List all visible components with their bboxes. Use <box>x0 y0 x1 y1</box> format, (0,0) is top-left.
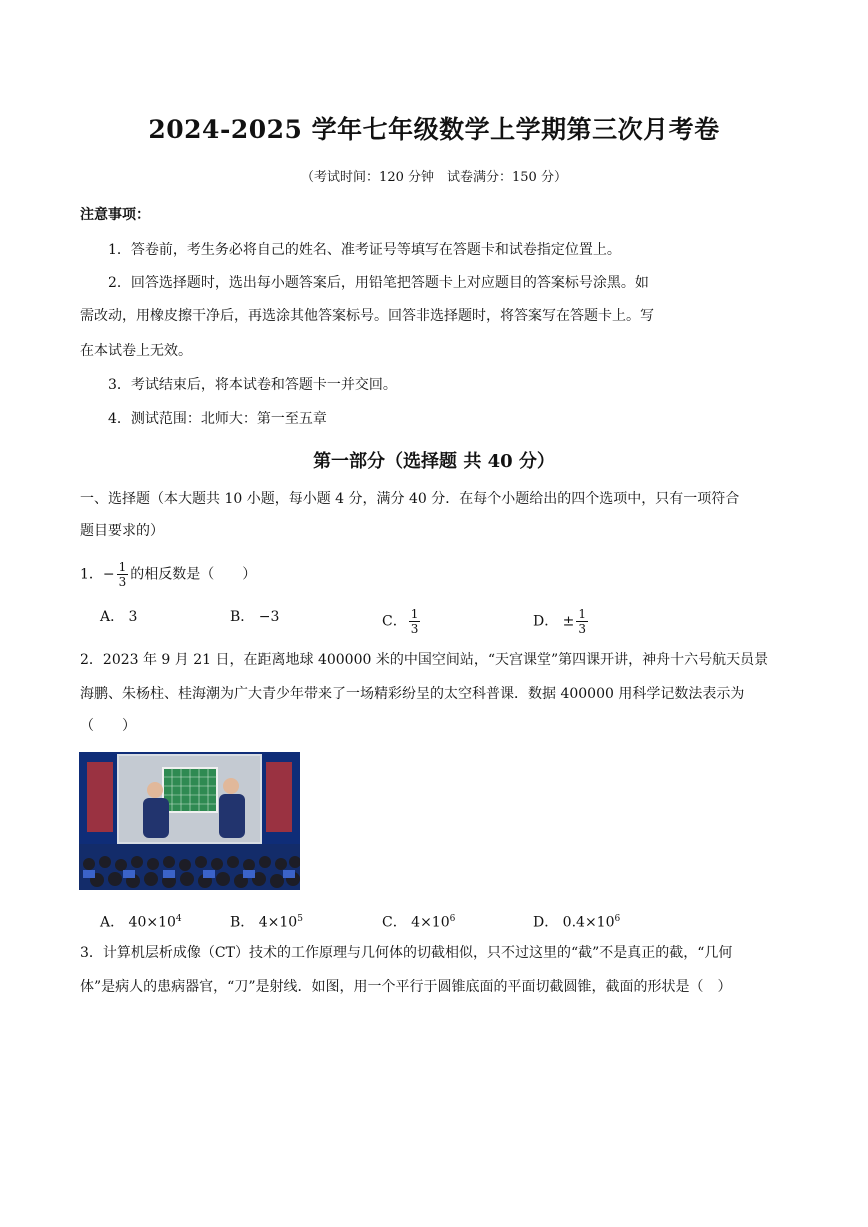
question-2-line-2: 海鹏、朱杨柱、桂海潮为广大青少年带来了一场精彩纷呈的太空科普课．数据 400000 用科学记数法表示为 <box>80 686 745 702</box>
question-3-line-2: 体”是病人的患病器官，“刀”是射线．如图，用一个平行于圆锥底面的平面切截圆锥，截面的形状是（ ） <box>80 979 732 995</box>
q1-option-c <box>382 607 422 636</box>
q2-option-d <box>533 909 620 933</box>
exponent: 4 <box>175 914 182 924</box>
option-label: A． 40×10 <box>100 914 176 931</box>
q1-option-b: B． −3 <box>230 609 280 625</box>
q2-option-b <box>230 909 303 933</box>
notice-item-3: 3．考试结束后，将本试卷和答题卡一并交回。 <box>108 377 397 393</box>
notice-item-1: 1．答卷前，考生务必将自己的姓名、准考证号等填写在答题卡和试卷指定位置上。 <box>108 242 621 258</box>
fraction <box>409 607 421 636</box>
page-title: 2024-2025 学年七年级数学上学期第三次月考卷 <box>148 115 720 144</box>
fraction <box>117 560 129 589</box>
fraction-numerator: 1 <box>410 607 419 621</box>
q1-option-a: A． 3 <box>100 609 138 625</box>
negative-sign: − <box>102 566 115 583</box>
exam-info: （考试时间：120 分钟 试卷满分：150 分） <box>301 170 567 185</box>
option-label: D． 0.4×10 <box>533 914 615 931</box>
option-label: B． 4×10 <box>230 914 298 931</box>
option-label: C． 4×10 <box>382 914 450 931</box>
question-2-line-1: 2．2023 年 9 月 21 日，在距离地球 400000 米的中国空间站，“天宫课堂”第四课开讲，神舟十六号航天员景 <box>80 652 769 668</box>
fraction-denominator: 3 <box>118 575 127 589</box>
fraction-numerator: 1 <box>118 560 127 574</box>
question-number: 1． <box>80 566 103 583</box>
question-text: 的相反数是（ ） <box>130 566 257 583</box>
tiangong-classroom-photo <box>79 752 300 890</box>
notice-item-2-line-3: 在本试卷上无效。 <box>80 343 192 359</box>
exponent: 6 <box>614 914 621 924</box>
section-instruction-line-1: 一、选择题（本大题共 10 小题，每小题 4 分，满分 40 分．在每个小题给出的四个选项中，只有一项符合 <box>80 491 740 507</box>
section-instruction-line-2: 题目要求的） <box>80 523 164 539</box>
notice-item-4: 4．测试范围：北师大：第一至五章 <box>108 411 327 427</box>
question-2-line-3: （ ） <box>80 718 136 734</box>
q2-option-c <box>382 909 455 933</box>
option-label: D． ± <box>533 613 575 630</box>
question-1-stem <box>80 560 256 589</box>
exponent: 5 <box>297 914 303 924</box>
notice-heading: 注意事项： <box>80 207 150 223</box>
fraction <box>576 607 588 636</box>
option-label: C． <box>382 613 407 630</box>
q2-option-a <box>100 909 182 933</box>
part-one-title: 第一部分（选择题 共 40 分） <box>313 451 555 472</box>
photo-illustration <box>79 752 300 890</box>
fraction-denominator: 3 <box>410 622 419 636</box>
notice-item-2-line-1: 2．回答选择题时，选出每小题答案后，用铅笔把答题卡上对应题目的答案标号涂黑。如 <box>108 275 649 291</box>
question-3-line-1: 3．计算机层析成像（CT）技术的工作原理与几何体的切截相似，只不过这里的“截”不是真正的截，“几何 <box>80 945 733 961</box>
q1-option-d <box>533 607 590 636</box>
fraction-denominator: 3 <box>578 622 587 636</box>
notice-item-2-line-2: 需改动，用橡皮擦干净后，再选涂其他答案标号。回答非选择题时，将答案写在答题卡上。写 <box>80 308 654 324</box>
fraction-numerator: 1 <box>578 607 587 621</box>
exponent: 6 <box>449 914 456 924</box>
